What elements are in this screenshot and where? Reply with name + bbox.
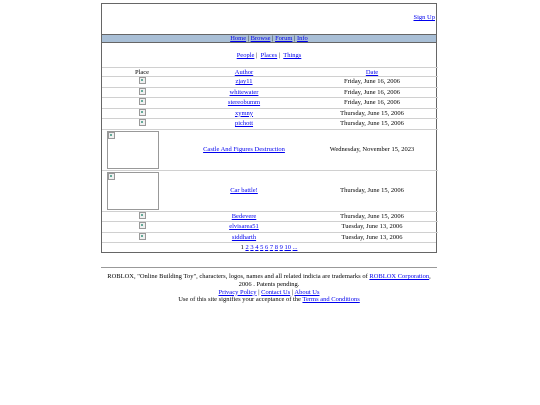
broken-image-icon[interactable] — [139, 77, 146, 84]
table-row — [102, 211, 438, 222]
browse-category-tabs: People | Places | Things — [236, 52, 302, 59]
author-cell — [182, 108, 306, 119]
sort-author-link[interactable]: Author — [234, 68, 254, 76]
column-header-place: Place — [102, 68, 182, 77]
page-link[interactable]: 2 — [245, 244, 249, 251]
author-cell — [182, 222, 306, 233]
place-cell[interactable] — [102, 222, 182, 233]
date-cell: Friday, June 16, 2006 — [306, 98, 438, 109]
author-link[interactable]: siddharth — [231, 233, 257, 241]
place-cell[interactable] — [102, 129, 182, 170]
places-table — [102, 67, 438, 242]
table-row — [102, 87, 438, 98]
pagination — [102, 242, 436, 253]
nav-info-link[interactable]: Info — [296, 35, 308, 42]
table-row — [102, 222, 438, 233]
page-link[interactable]: 6 — [264, 244, 269, 251]
author-cell — [182, 87, 306, 98]
place-thumbnail-image[interactable] — [107, 172, 159, 210]
broken-image-icon[interactable] — [139, 233, 146, 240]
page-link[interactable]: 10 — [284, 244, 291, 251]
author-cell — [182, 211, 306, 222]
page-link[interactable]: 7 — [269, 244, 274, 251]
author-link[interactable]: pichott — [234, 120, 254, 128]
page-link[interactable]: 9 — [279, 244, 283, 251]
date-cell: Thursday, June 15, 2006 — [306, 119, 438, 130]
signup-link[interactable]: Sign Up — [413, 14, 435, 21]
page-container — [101, 3, 437, 309]
sort-date-link[interactable]: Date — [365, 68, 379, 76]
nav-browse-link[interactable]: Browse — [250, 35, 271, 42]
author-cell — [182, 232, 306, 242]
footer-terms-line: Use of this site signifies your acceptance of the Terms and Conditions — [178, 296, 360, 304]
privacy-policy-link[interactable]: Privacy Policy — [218, 288, 257, 296]
date-cell: Friday, June 16, 2006 — [306, 77, 438, 88]
table-row — [102, 129, 438, 170]
table-row — [102, 119, 438, 130]
broken-image-icon[interactable] — [139, 88, 146, 95]
footer — [101, 267, 437, 309]
table-row — [102, 232, 438, 242]
place-cell[interactable] — [102, 108, 182, 119]
broken-image-icon — [108, 173, 115, 180]
author-cell — [182, 98, 306, 109]
column-header-author[interactable] — [182, 68, 306, 77]
place-cell[interactable] — [102, 211, 182, 222]
author-link[interactable]: Bedevere — [231, 212, 257, 220]
tab-things[interactable]: Things — [283, 52, 302, 59]
current-page-number: 1 — [240, 244, 244, 251]
date-cell: Thursday, June 15, 2006 — [306, 108, 438, 119]
author-link[interactable]: Car battle! — [230, 187, 258, 194]
date-cell: Tuesday, June 13, 2006 — [306, 232, 438, 242]
place-cell[interactable] — [102, 232, 182, 242]
place-cell[interactable] — [102, 98, 182, 109]
table-row — [102, 98, 438, 109]
place-cell[interactable] — [102, 119, 182, 130]
author-cell — [182, 77, 306, 88]
terms-and-conditions-link[interactable]: Terms and Conditions — [302, 296, 360, 304]
table-row — [102, 170, 438, 211]
footer-legal-line: ROBLOX, "Online Building Toy", characters, logos, names and all related indicia are trademarks of ROBLOX Corporation, 2006 . Patents pending. — [107, 273, 431, 288]
date-cell: Tuesday, June 13, 2006 — [306, 222, 438, 233]
place-cell[interactable] — [102, 87, 182, 98]
place-cell[interactable] — [102, 77, 182, 88]
broken-image-icon[interactable] — [139, 222, 146, 229]
place-thumbnail-image[interactable] — [107, 131, 159, 169]
author-link[interactable]: xymny — [234, 109, 254, 117]
date-cell: Thursday, June 15, 2006 — [306, 211, 438, 222]
header — [101, 3, 437, 34]
broken-image-icon[interactable] — [139, 212, 146, 219]
tab-places[interactable]: Places — [260, 52, 278, 59]
contact-us-link[interactable]: Contact Us — [261, 288, 291, 296]
page-link[interactable]: 8 — [274, 244, 278, 251]
page-link[interactable]: 5 — [260, 244, 264, 251]
page-link[interactable]: 3 — [250, 244, 254, 251]
date-cell: Wednesday, November 15, 2023 — [306, 129, 438, 170]
author-cell — [182, 119, 306, 130]
about-us-link[interactable]: About Us — [294, 288, 320, 296]
table-body — [102, 77, 438, 243]
author-link[interactable]: stereobumm — [227, 99, 261, 107]
table-row — [102, 77, 438, 88]
column-header-date[interactable] — [306, 68, 438, 77]
author-cell — [182, 129, 306, 170]
page-link[interactable]: 4 — [255, 244, 259, 251]
author-link[interactable]: Castle And Figures Destruction — [203, 146, 285, 153]
author-cell — [182, 170, 306, 211]
table-row — [102, 108, 438, 119]
place-cell[interactable] — [102, 170, 182, 211]
table-header-row — [102, 68, 438, 77]
broken-image-icon[interactable] — [139, 119, 146, 126]
footer-links: Privacy Policy | Contact Us | About Us — [218, 288, 320, 296]
roblox-corporation-link[interactable]: ROBLOX Corporation — [369, 273, 430, 280]
author-link[interactable]: elvisarea51 — [229, 223, 259, 231]
broken-image-icon — [108, 132, 115, 139]
page-link[interactable]: ... — [292, 244, 298, 251]
author-link[interactable]: whitewater — [229, 88, 259, 96]
broken-image-icon[interactable] — [139, 109, 146, 116]
date-cell: Thursday, June 15, 2006 — [306, 170, 438, 211]
author-link[interactable]: zjay11 — [235, 78, 253, 86]
nav-home-link[interactable]: Home — [230, 35, 247, 42]
main-content — [101, 43, 437, 253]
tab-people[interactable]: People — [236, 52, 255, 59]
broken-image-icon[interactable] — [139, 98, 146, 105]
nav-forum-link[interactable]: Forum — [275, 35, 293, 42]
date-cell: Friday, June 16, 2006 — [306, 87, 438, 98]
top-navigation: Home | Browse | Forum | Info — [101, 34, 437, 43]
